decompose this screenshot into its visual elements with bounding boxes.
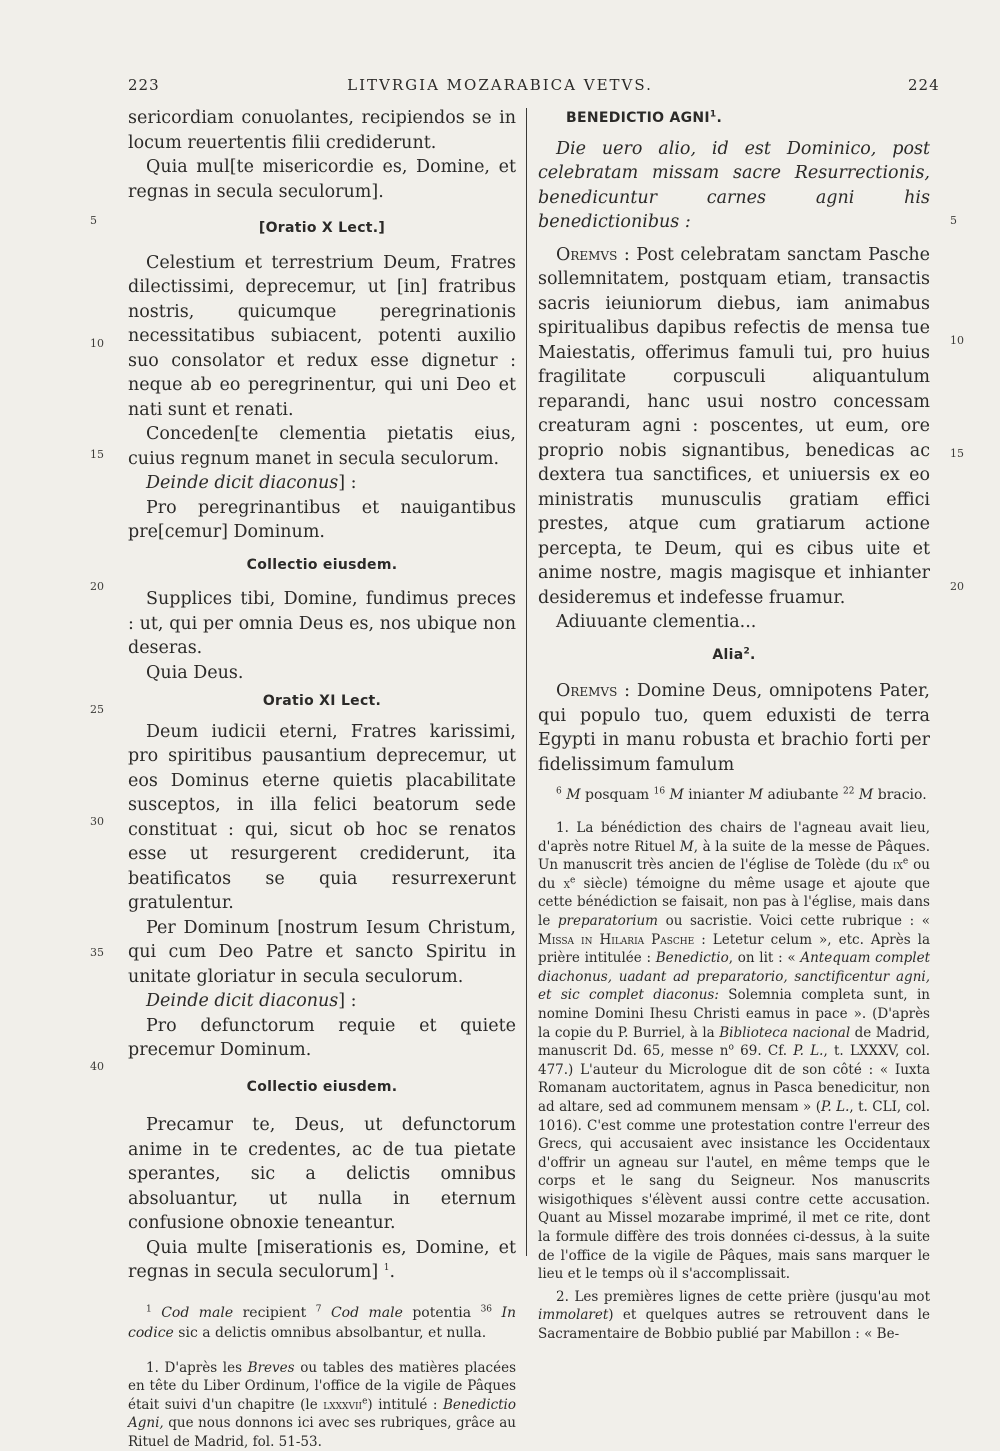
rubric: Deinde dicit diaconus] : — [128, 471, 516, 496]
line-number: 40 — [90, 1060, 104, 1073]
line-number: 10 — [950, 334, 964, 347]
variant-readings: $^1$ Cod male recipient $^7$ Cod male potentia $^{36}$ In codice sic a delictis omnibus absolbantur, et nulla. — [128, 1303, 516, 1343]
rubric: Deinde dicit diaconus] : — [128, 989, 516, 1014]
text-line: sericordiam conuolantes, recipiendos se in locum reuertentis filii crediderunt. — [128, 106, 516, 155]
paragraph: Quia Deus. — [128, 661, 516, 686]
section-heading: Collectio eiusdem. — [128, 1075, 516, 1100]
column-divider — [526, 108, 527, 1256]
paragraph: Oremvs : Post celebratam sanctam Pasche sollemnitatem, postquam etiam, transactis sacris ieiuniorum diebus, iam animabus spiritualibus dapibus refectis de mensa tue Maiestatis, offerimus famuli tui, pro huius fragilitate corpusculi aliquantulum reparandi, hanc usui nostro concessam creaturam agni : poscentes, ut eum, ore proprio nobis signantibus, benedicas ac dextera tua sanctifices, et uniuersis ex eo ministratis munusculis gratiam effici prestes, atque cum gratiarum actione percepta, te Deum, qui es cibus uite et anime nostre, magis magisque et inhianter desideremus et indefesse fruamur. — [538, 243, 930, 611]
line-number: 20 — [950, 580, 964, 593]
section-heading: [Oratio X Lect.] — [128, 216, 516, 241]
paragraph: Pro peregrinantibus et nauigantibus pre[cemur] Dominum. — [128, 496, 516, 545]
paragraph: Deum iudicii eterni, Fratres karissimi, pro spiritibus pausantium deprecemur, ut eos Dominus eterne quietis placabilitate susceptos, in illa felici beatorum sede constituat : qui, sicut ob hoc se renatos esse ut resurgerent crediderunt, ita beatificatos se quia resurrexerunt gratulentur. — [128, 720, 516, 916]
rubric: Die uero alio, id est Dominico, post celebratam missam sacre Resurrectionis, benedicuntur carnes agni his benedictionibus : — [538, 137, 930, 235]
line-number: 15 — [90, 448, 104, 461]
footnote: 1. La bénédiction des chairs de l'agneau avait lieu, d'après notre Rituel M, à la suite de la messe de Pâques. Un manuscrit très ancien de l'église de Tolède (du $ix^e$ ou du $x^e$ siècle) témoigne du même usage et ajoute que cette bénédiction se faisait, non pas à l'église, mais dans le preparatorium ou sacristie. Voici cette rubrique : « Missa in Hilaria Pasche : Letetur celum », etc. Après la prière intitulée : Benedictio, on lit : « Antequam complet diachonus, uadant ad preparatorio, sanctificentur agni, et sic complet diaconus: Solemnia completa sunt, in nomine Domini Ihesu Christi eamus in pace ». (D'après la copie du P. Burriel, à la Biblioteca nacional de Madrid, manuscrit Dd. 65, messe $n^o$ 69. Cf. P. L., t. LXXXV, col. 477.) L'auteur du Micrologue dit de son côté : « Iuxta Romanam auctoritatem, agnus in Pasca benedicitur, non ad altare, sed ad communem mensam » (P. L., t. CLI, col. 1016). C'est comme une protestation contre l'erreur des Grecs, qui accusaient avec insistance les Occidentaux d'offrir un agneau sur l'autel, en même temps que le corps et le sang du Seigneur. Nos manuscrits wisigothiques s'élèvent aussi contre cette accusation. Quant au Missel mozarabe imprimé, il met ce rite, dont la formule diffère des trois données ci-dessus, à la suite de l'office de la vigile de Pâques, mais sans marquer le lieu et le temps où il s'accomplissait. — [538, 819, 930, 1284]
section-heading: Collectio eiusdem. — [128, 553, 516, 578]
left-page-number: 223 — [128, 76, 160, 94]
paragraph: Conceden[te clementia pietatis eius, cuius regnum manet in secula seculorum. — [128, 422, 516, 471]
text-line: Quia mul[te misericordie es, Domine, et regnas in secula seculorum]. — [128, 155, 516, 204]
section-heading: Oratio XI Lect. — [128, 689, 516, 714]
paragraph: Supplices tibi, Domine, fundimus preces : ut, qui per omnia Deus es, nos ubique non deseras. — [128, 587, 516, 661]
running-title: LITVRGIA MOZARABICA VETVS. — [0, 76, 1000, 94]
paragraph: Adiuuante clementia... — [538, 610, 930, 635]
paragraph: Quia multe [miserationis es, Domine, et regnas in secula seculorum] $^1$. — [128, 1236, 516, 1285]
paragraph: Oremvs : Domine Deus, omnipotens Pater, qui populo tuo, quem eduxisti de terra Egypti in manu robusta et brachio forti per fidelissimum famulum — [538, 679, 930, 777]
footnote: 1. D'après les Breves ou tables des matières placées en tête du Liber Ordinum, l'office de la vigile de Pâques était suivi d'un chapitre (le lxxxvii$^e$) intitulé : Benedictio Agni, que nous donnons ici avec ses rubriques, grâce au Rituel de Madrid, fol. 51-53. — [128, 1359, 516, 1451]
left-column — [128, 106, 516, 1451]
paragraph: Celestium et terrestrium Deum, Fratres dilectissimi, deprecemur, ut [in] fratribus nostris, quicumque peregrinationis necessitatibus subiacent, potenti auxilio suo consolator et redux esse dignetur : neque ab eo peregrinentur, qui uni Deo et nati sunt et renati. — [128, 251, 516, 423]
line-number: 5 — [90, 214, 97, 227]
running-header — [0, 76, 1000, 100]
line-number: 15 — [950, 447, 964, 460]
paragraph: Per Dominum [nostrum Iesum Christum, qui cum Deo Patre et sancto Spiritu in unitate gloriatur in secula seculorum. — [128, 916, 516, 990]
footnote: 2. Les premières lignes de cette prière (jusqu'au mot immolaret) et quelques autres se retrouvent dans le Sacramentaire de Bobbio publié par Mabillon : « Be- — [538, 1288, 930, 1344]
line-number: 30 — [90, 815, 104, 828]
section-heading: BENEDICTIO AGNI$^1$. — [538, 106, 930, 131]
variant-readings: $^6$ M posquam $^{16}$ M inianter M adiubante $^{22}$ M bracio. — [538, 785, 930, 805]
line-number: 20 — [90, 580, 104, 593]
paragraph: Precamur te, Deus, ut defunctorum anime in te credentes, ac de tua pietate sperantes, sic a delictis omnibus absoluantur, ut nulla in eternum confusione obnoxie teneantur. — [128, 1113, 516, 1236]
line-number: 35 — [90, 946, 104, 959]
section-heading: Alia$^2$. — [538, 643, 930, 668]
paragraph: Pro defunctorum requie et quiete precemur Dominum. — [128, 1014, 516, 1063]
right-page-number: 224 — [908, 76, 940, 94]
line-number: 10 — [90, 337, 104, 350]
line-number: 25 — [90, 703, 104, 716]
line-number: 5 — [950, 214, 957, 227]
right-column — [538, 106, 930, 1344]
